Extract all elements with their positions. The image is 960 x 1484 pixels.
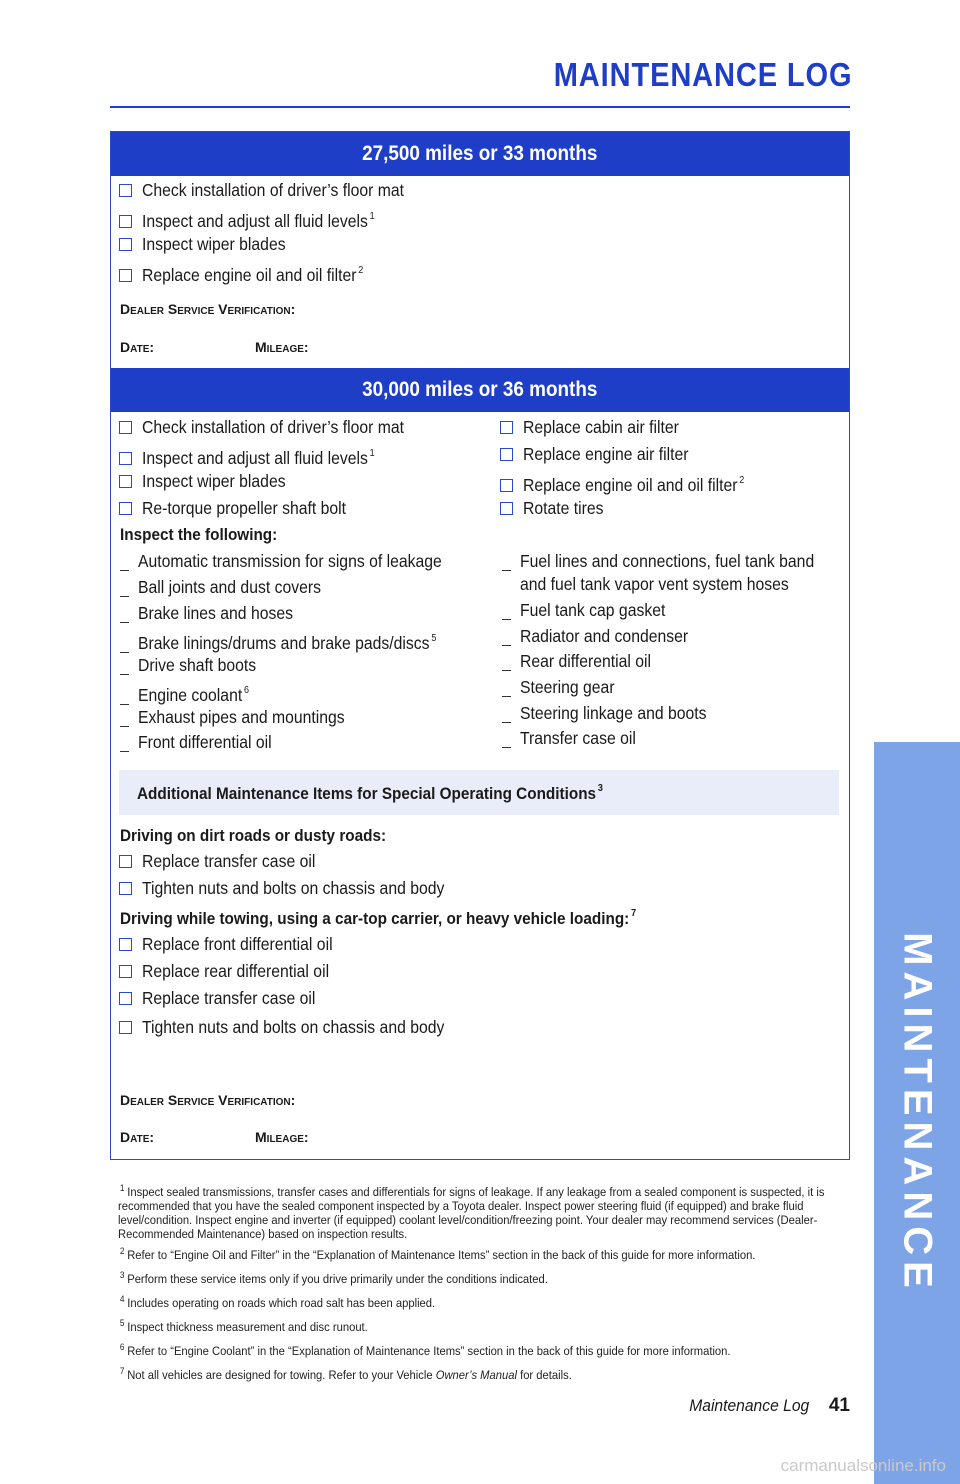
checkbox-icon[interactable] [119, 421, 132, 434]
inspect-item: Drive shaft boots [120, 654, 269, 676]
inspect-item: Steering linkage and boots [502, 702, 727, 724]
checkbox-icon[interactable] [119, 965, 132, 978]
checkbox-icon[interactable] [500, 479, 513, 492]
checklist-item[interactable]: Tighten nuts and bolts on chassis and body [119, 1016, 478, 1038]
page-title: MAINTENANCE LOG [553, 56, 852, 93]
checkbox-icon[interactable] [119, 452, 132, 465]
checklist-item[interactable]: Replace engine oil and oil filter $^2$ [500, 470, 769, 496]
checkbox-icon[interactable] [500, 502, 513, 515]
checkbox-icon[interactable] [119, 215, 132, 228]
checkbox-icon[interactable] [500, 448, 513, 461]
dealer-verification-label: Dealer Service Verification: [120, 301, 296, 317]
inspect-item: Steering gear [502, 676, 625, 698]
checkbox-icon[interactable] [119, 882, 132, 895]
checkbox-icon[interactable] [119, 502, 132, 515]
checklist-item[interactable]: Re-torque propeller shaft bolt [119, 497, 369, 519]
checkbox-icon[interactable] [119, 992, 132, 1005]
checklist-item[interactable]: Replace engine air filter [500, 443, 707, 465]
checkbox-icon[interactable] [119, 938, 132, 951]
side-tab-label: MAINTENANCE [895, 932, 940, 1294]
checklist-item[interactable]: Inspect and adjust all fluid levels $^1$ [119, 443, 401, 469]
special-conditions-title: Additional Maintenance Items for Special Operating Conditions $^3$ [137, 783, 603, 803]
inspect-item: Fuel tank cap gasket [502, 599, 681, 621]
checkbox-icon[interactable] [119, 475, 132, 488]
footnotes [118, 1181, 840, 1382]
inspect-item: Automatic transmission for signs of leakage [120, 550, 476, 572]
inspect-item-continued: and fuel tank vapor vent system hoses [520, 574, 789, 594]
maintenance-log-table [110, 131, 850, 1160]
inspect-item: Brake linings/drums and brake pads/discs $^5$ [120, 628, 469, 654]
checklist-item[interactable]: Rotate tires [500, 497, 612, 519]
section-side-tab[interactable] [874, 742, 960, 1484]
inspect-heading: Inspect the following: [120, 525, 278, 544]
date-label: Date: [120, 339, 155, 355]
inspect-item: Brake lines and hoses [120, 602, 310, 624]
checklist-item[interactable]: Check installation of driver’s floor mat [119, 179, 433, 201]
checklist-item[interactable]: Replace rear differential oil [119, 960, 350, 982]
checklist-item[interactable]: Inspect and adjust all fluid levels $^1$ [119, 206, 401, 232]
footnote: $^1$ Inspect sealed transmissions, transfer cases and differentials for signs of leakage. If any leakage from a sealed component is suspected, it is recommended that you have the sealed component inspected by a Toyota dealer. Inspect power steering fluid (if equipped) and brake fluid level/condition. Inspect engine and inverter (if equipped) coolant level/condition/freezing point. Your dealer may recommend services (Dealer-Recommended Maintenance) based on inspection results. [118, 1183, 825, 1241]
interval-header-27500: 27,500 miles or 33 months [111, 132, 849, 176]
footnote: $^7$ Not all vehicles are designed for towing. Refer to your Vehicle Owner’s Manual for details. [119, 1366, 572, 1382]
inspect-item: Exhaust pipes and mountings [120, 706, 368, 728]
page-number: 41 [828, 1395, 850, 1416]
inspect-item: Front differential oil [120, 731, 287, 753]
dealer-verification-label: Dealer Service Verification: [120, 1092, 296, 1108]
footnote: $^6$ Refer to “Engine Coolant” in the “Explanation of Maintenance Items” section in the back of this guide for more information. [119, 1342, 731, 1358]
checkbox-icon[interactable] [119, 269, 132, 282]
special-conditions-banner [119, 770, 839, 815]
footnote: $^4$ Includes operating on roads which road salt has been applied. [119, 1294, 436, 1310]
inspect-item: Radiator and condenser [502, 625, 707, 647]
page-footer [684, 1395, 850, 1417]
inspect-item: Rear differential oil [502, 650, 666, 672]
checkbox-icon[interactable] [119, 238, 132, 251]
interval-header-30000: 30,000 miles or 36 months [111, 368, 849, 412]
title-divider [110, 106, 850, 108]
watermark: carmanualsonline.info [780, 1456, 946, 1475]
footer-section-label: Maintenance Log [689, 1396, 810, 1415]
checklist-item[interactable]: Replace transfer case oil [119, 987, 335, 1009]
checklist-item[interactable]: Check installation of driver’s floor mat [119, 416, 433, 438]
dirt-roads-heading: Driving on dirt roads or dusty roads: [120, 826, 387, 845]
checkbox-icon[interactable] [500, 421, 513, 434]
checklist-item[interactable]: Replace front differential oil [119, 933, 354, 955]
inspect-item: Engine coolant $^6$ [120, 680, 261, 706]
mileage-label: Mileage: [255, 339, 309, 355]
checklist-item[interactable]: Tighten nuts and bolts on chassis and body [119, 877, 478, 899]
checkbox-icon[interactable] [119, 855, 132, 868]
checkbox-icon[interactable] [119, 1021, 132, 1034]
date-label: Date: [120, 1129, 155, 1145]
checklist-item[interactable]: Inspect wiper blades [119, 233, 302, 255]
checklist-item[interactable]: Replace engine oil and oil filter $^2$ [119, 260, 388, 286]
inspect-item: Transfer case oil [502, 727, 649, 749]
inspect-item: Ball joints and dust covers [120, 576, 341, 598]
checklist-item[interactable]: Replace transfer case oil [119, 850, 335, 872]
checkbox-icon[interactable] [119, 184, 132, 197]
checklist-item[interactable]: Inspect wiper blades [119, 470, 302, 492]
checklist-item[interactable]: Replace cabin air filter [500, 416, 696, 438]
footnote: $^2$ Refer to “Engine Oil and Filter” in the “Explanation of Maintenance Items” section in the back of this guide for more information. [119, 1246, 756, 1262]
towing-heading: Driving while towing, using a car-top carrier, or heavy vehicle loading: $^7$ [120, 908, 637, 928]
mileage-label: Mileage: [255, 1129, 309, 1145]
inspect-item: Fuel lines and connections, fuel tank band [502, 550, 847, 572]
footnote: $^5$ Inspect thickness measurement and disc runout. [119, 1318, 368, 1334]
footnote: $^3$ Perform these service items only if you drive primarily under the conditions indicated. [119, 1270, 548, 1286]
